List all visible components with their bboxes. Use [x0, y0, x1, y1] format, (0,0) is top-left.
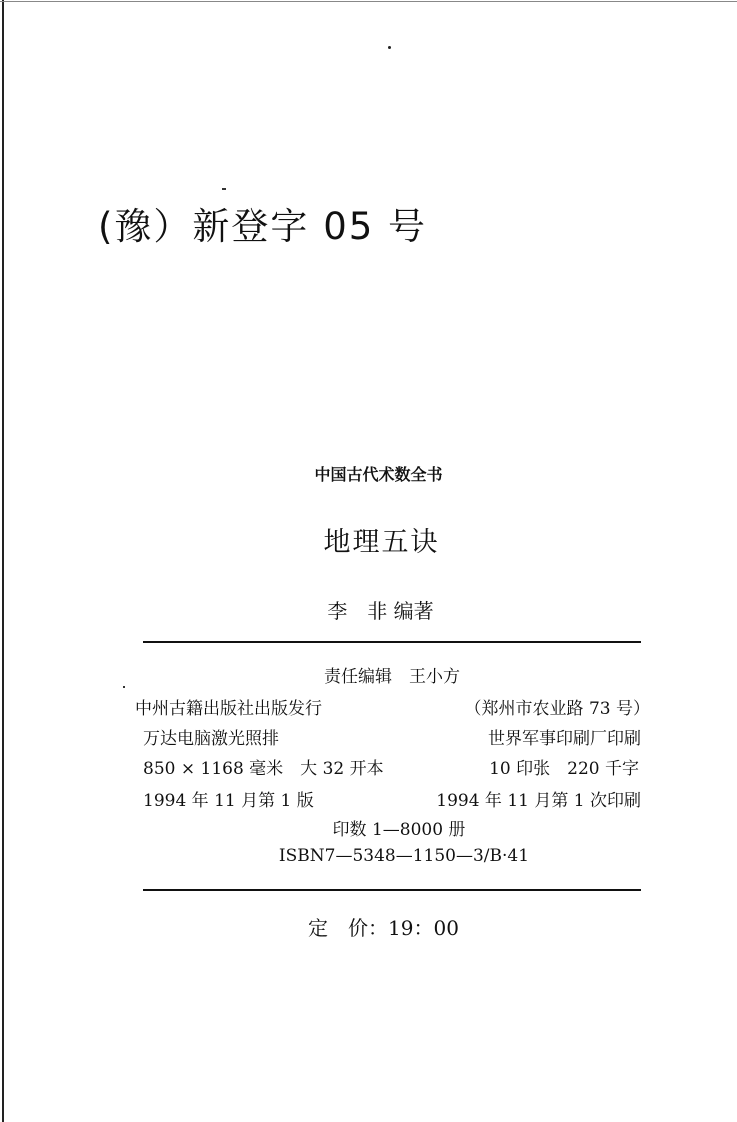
scan-speck	[123, 686, 125, 688]
page-top-edge	[0, 1, 737, 2]
scan-speck	[222, 188, 226, 190]
print-run: 印数 1—8000 册	[332, 820, 466, 840]
price: 定 价：19：00	[308, 916, 459, 940]
printer: 世界军事印刷厂印刷	[488, 729, 641, 749]
bottom-rule	[143, 889, 641, 891]
scan-speck	[388, 46, 391, 49]
series-name: 中国古代术数全书	[314, 465, 443, 484]
sheets-words: 10 印张 220 千字	[489, 759, 639, 779]
printing: 1994 年 11 月第 1 次印刷	[436, 791, 641, 811]
editor-line: 责任编辑 王小方	[324, 667, 460, 687]
typesetting: 万达电脑激光照排	[143, 729, 279, 749]
isbn: ISBN7—5348—1150—3/B·41	[278, 846, 530, 866]
top-rule	[143, 641, 641, 643]
author-line: 李 非 编著	[327, 599, 434, 623]
book-title: 地理五诀	[323, 527, 440, 558]
format: 850 × 1168 毫米 大 32 开本	[143, 759, 384, 779]
edition: 1994 年 11 月第 1 版	[143, 791, 314, 811]
publisher-address: （郑州市农业路 73 号）	[464, 699, 650, 719]
registration-number: (豫）新登字 05 号	[98, 205, 428, 248]
page-left-edge	[2, 0, 4, 1122]
publisher: 中州古籍出版社出版发行	[135, 699, 322, 719]
